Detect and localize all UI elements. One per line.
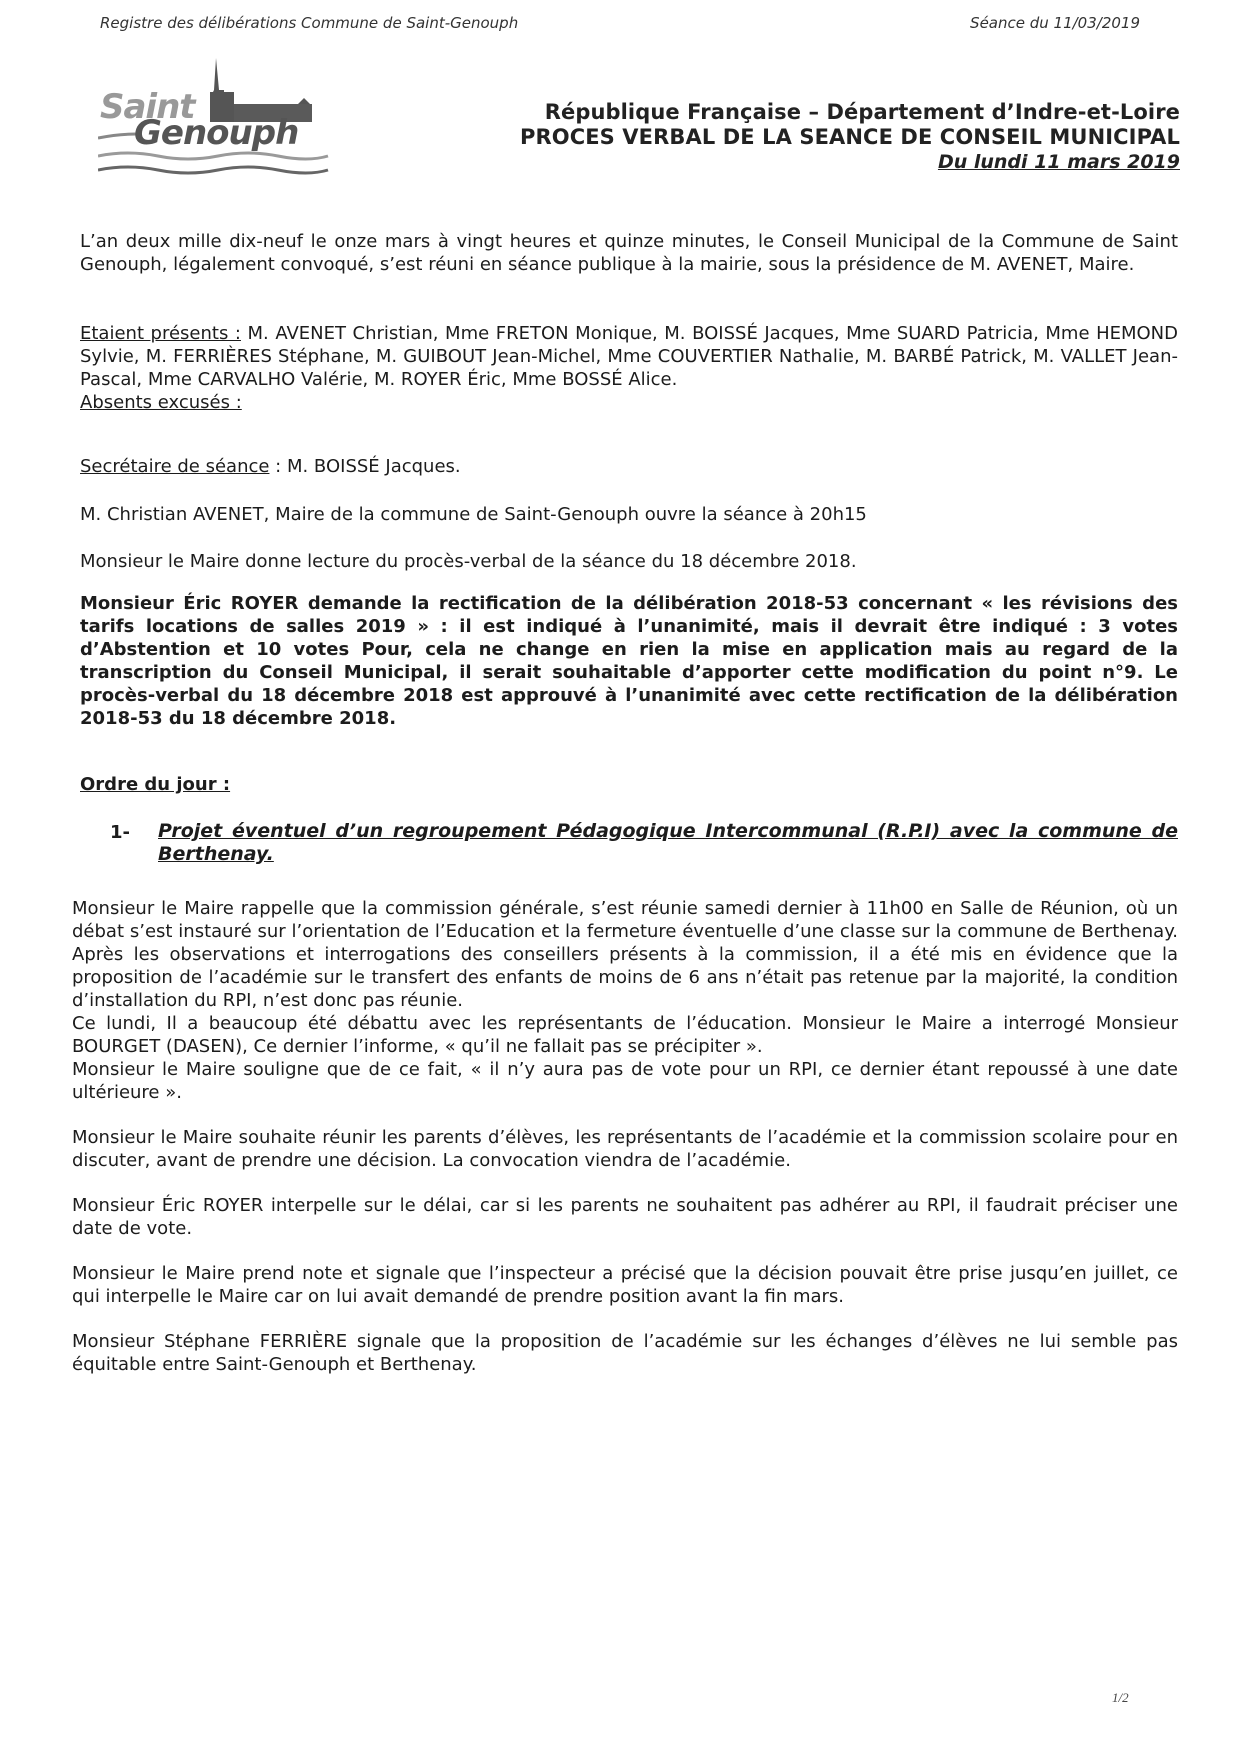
header-republic: République Française – Département d’Indre-et-Loire [544, 100, 1180, 124]
svg-text:Saint: Saint [100, 87, 195, 127]
present-list: M. AVENET Christian, Mme FRETON Monique, M. BOISSÉ Jacques, Mme SUARD Patricia, Mme HEMOND Sylvie, M. FERRIÈRES Stéphane, M. GUIBOUT Jean-Michel, Mme COUVERTIER Nathalie, M. BARBÉ Patrick, M. VALLET Jean-Pascal, Mme CARVALHO Valérie, M. ROYER Éric, Mme BOSSÉ Alice. [80, 323, 1179, 390]
secretary-value: : M. BOISSÉ Jacques. [269, 456, 461, 477]
rectification-paragraph: Monsieur Éric ROYER demande la rectification de la délibération 2018-53 concernant « les révisions des tarifs locations de salles 2019 » : il est indiqué à l’unanimité, mais il devrait être indiqué : 3 votes d’Abstention et 10 votes Pour, cela ne change en rien la mise en application mais au regard de la transcription du Conseil Municipal, il serait souhaitable d’apporter cette modification du point n°9. Le procès-verbal du 18 décembre 2018 est approuvé à l’unanimité avec cette rectification de la délibération 2018-53 du 18 décembre 2018. [80, 593, 1178, 729]
item-paragraph: Monsieur Éric ROYER interpelle sur le délai, car si les parents ne souhaitent pas adhérer au RPI, il faudrait préciser une date de vote. [72, 1195, 1178, 1239]
page-number: 1/2 [1112, 1690, 1129, 1705]
header-title: PROCES VERBAL DE LA SEANCE DE CONSEIL MUNICIPAL [520, 125, 1180, 149]
svg-text:Genouph: Genouph [134, 113, 299, 153]
item-paragraph: Monsieur le Maire rappelle que la commission générale, s’est réunie samedi dernier à 11h00 en Salle de Réunion, où un débat s’est instauré sur l’orientation de l’Education et la fermeture éventuelle d’une classe sur la commune de Berthenay. Après les observations et interrogations des conseillers présents à la commission, il a été mis en évidence que la proposition de l’académie sur le transfert des enfants de moins de 6 ans n’était pas retenue par la majorité, la condition d’installation du RPI, n’est donc pas réunie. [72, 898, 1178, 1011]
agenda-item-number: 1- [110, 822, 130, 843]
opening-line: M. Christian AVENET, Maire de la commune de Saint-Genouph ouvre la séance à 20h15 [80, 504, 867, 525]
attendance-block [80, 322, 1178, 414]
present-label: Etaient présents : [80, 323, 241, 344]
header-date: Du lundi 11 mars 2019 [937, 151, 1180, 173]
item-paragraph: Ce lundi, Il a beaucoup été débattu avec les représentants de l’éducation. Monsieur le Maire a interrogé Monsieur BOURGET (DASEN), Ce dernier l’informe, « qu’il ne fallait pas se précipiter ». [72, 1013, 1178, 1057]
reading-line: Monsieur le Maire donne lecture du procès-verbal de la séance du 18 décembre 2018. [80, 551, 857, 572]
agenda-item-body [72, 897, 1178, 1376]
item-paragraph: Monsieur le Maire souligne que de ce fait, « il n’y aura pas de vote pour un RPI, ce dernier étant repoussé à une date ultérieure ». [72, 1059, 1178, 1103]
running-header-right: Séance du 11/03/2019 [970, 14, 1140, 32]
item-paragraph: Monsieur le Maire souhaite réunir les parents d’élèves, les représentants de l’académie et la commission scolaire pour en discuter, avant de prendre une décision. La convocation viendra de l’académie. [72, 1127, 1178, 1171]
agenda-item-title: Projet éventuel d’un regroupement Pédagogique Intercommunal (R.P.I) avec la commune de Berthenay. [158, 820, 1178, 865]
absent-label: Absents excusés : [80, 392, 242, 413]
intro-paragraph: L’an deux mille dix-neuf le onze mars à vingt heures et quinze minutes, le Conseil Municipal de la Commune de Saint Genouph, légalement convoqué, s’est réuni en séance publique à la mairie, sous la présidence de M. AVENET, Maire. [80, 231, 1178, 275]
running-header-left: Registre des délibérations Commune de Saint-Genouph [100, 14, 519, 32]
item-paragraph: Monsieur Stéphane FERRIÈRE signale que la proposition de l’académie sur les échanges d’élèves ne lui semble pas équitable entre Saint-Genouph et Berthenay. [72, 1331, 1178, 1375]
church-river-logo-icon [98, 58, 333, 183]
item-paragraph: Monsieur le Maire prend note et signale que l’inspecteur a précisé que la décision pouvait être prise jusqu’en juillet, ce qui interpelle le Maire car on lui avait demandé de prendre position avant la fin mars. [72, 1263, 1178, 1307]
municipality-logo [98, 58, 333, 183]
secretary-label: Secrétaire de séance [80, 456, 270, 477]
document-header [520, 100, 1180, 174]
agenda-title: Ordre du jour : [80, 774, 231, 795]
secretary-line [80, 455, 1178, 478]
